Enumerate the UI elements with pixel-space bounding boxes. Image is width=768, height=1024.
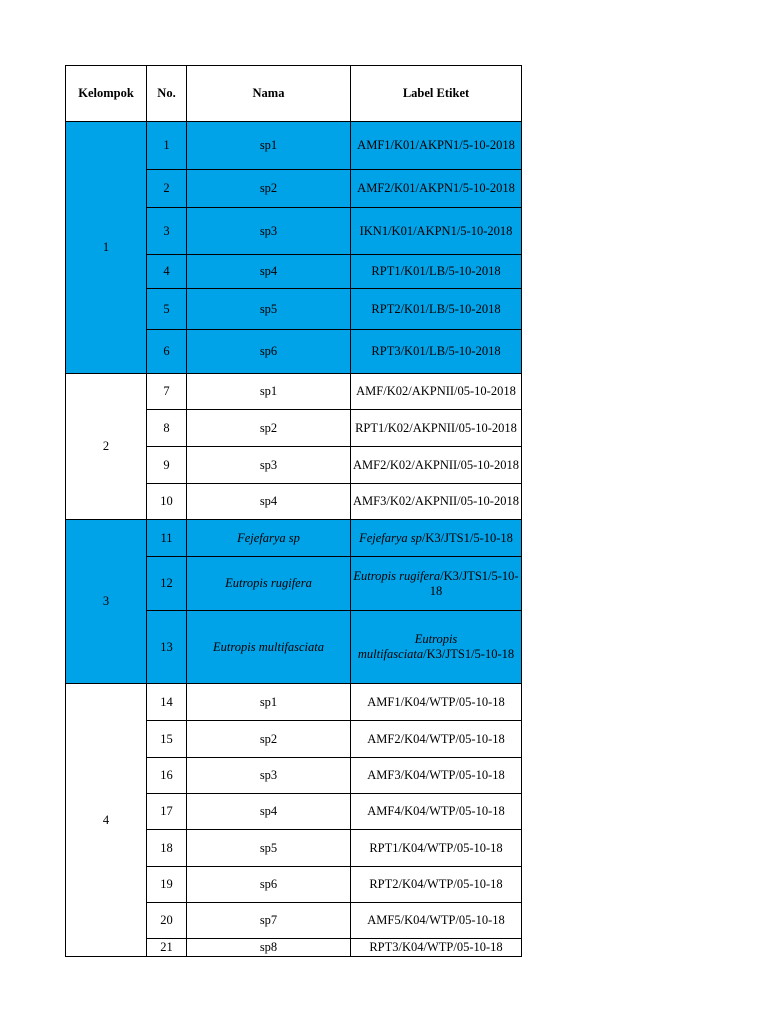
- row-label: AMF3/K04/WTP/05-10-18: [351, 758, 522, 794]
- row-label: [351, 611, 522, 684]
- row-no: 18: [147, 830, 187, 867]
- row-no: 15: [147, 721, 187, 758]
- row-label: RPT2/K01/LB/5-10-2018: [351, 289, 522, 330]
- row-label: RPT1/K04/WTP/05-10-18: [351, 830, 522, 867]
- row-no: 1: [147, 122, 187, 170]
- row-nama: sp1: [187, 374, 351, 410]
- row-no: 9: [147, 447, 187, 484]
- row-no: 16: [147, 758, 187, 794]
- row-no: 14: [147, 684, 187, 721]
- row-label: IKN1/K01/AKPN1/5-10-2018: [351, 208, 522, 255]
- group-cell-2: 2: [66, 374, 147, 520]
- row-nama: Fejefarya sp: [187, 520, 351, 557]
- group-cell-1: 1: [66, 122, 147, 374]
- row-nama: sp2: [187, 721, 351, 758]
- row-nama: sp6: [187, 330, 351, 374]
- row-no: 21: [147, 939, 187, 957]
- row-label: AMF2/K04/WTP/05-10-18: [351, 721, 522, 758]
- row-label: RPT1/K02/AKPNII/05-10-2018: [351, 410, 522, 447]
- row-no: 17: [147, 794, 187, 830]
- header-label-etiket: Label Etiket: [351, 66, 522, 122]
- row-no: 7: [147, 374, 187, 410]
- header-nama: Nama: [187, 66, 351, 122]
- row-no: 12: [147, 557, 187, 611]
- row-no: 8: [147, 410, 187, 447]
- label-rest-part: /K3/JTS1/5-10-18: [429, 568, 519, 598]
- row-label: RPT3/K04/WTP/05-10-18: [351, 939, 522, 957]
- row-no: 13: [147, 611, 187, 684]
- row-nama: sp5: [187, 289, 351, 330]
- label-rest-part: /K3/JTS1/5-10-18: [421, 530, 513, 545]
- row-nama: sp3: [187, 758, 351, 794]
- specimen-table: [65, 65, 522, 957]
- row-label: RPT1/K01/LB/5-10-2018: [351, 255, 522, 289]
- row-no: 3: [147, 208, 187, 255]
- row-label: AMF5/K04/WTP/05-10-18: [351, 903, 522, 939]
- row-no: 2: [147, 170, 187, 208]
- row-nama: sp4: [187, 794, 351, 830]
- row-nama: sp1: [187, 122, 351, 170]
- row-nama: sp2: [187, 410, 351, 447]
- row-no: 11: [147, 520, 187, 557]
- group-cell-3: 3: [66, 520, 147, 684]
- row-nama: Eutropis multifasciata: [187, 611, 351, 684]
- row-label: RPT3/K01/LB/5-10-2018: [351, 330, 522, 374]
- row-nama: sp1: [187, 684, 351, 721]
- row-nama: sp5: [187, 830, 351, 867]
- row-label: AMF1/K04/WTP/05-10-18: [351, 684, 522, 721]
- row-label: AMF2/K02/AKPNII/05-10-2018: [351, 447, 522, 484]
- table-row: [66, 122, 522, 170]
- row-label: RPT2/K04/WTP/05-10-18: [351, 867, 522, 903]
- row-nama: sp8: [187, 939, 351, 957]
- row-label: [351, 520, 522, 557]
- row-label: AMF3/K02/AKPNII/05-10-2018: [351, 484, 522, 520]
- row-no: 19: [147, 867, 187, 903]
- row-no: 10: [147, 484, 187, 520]
- row-nama: sp3: [187, 208, 351, 255]
- label-italic-part: Fejefarya sp: [359, 530, 422, 545]
- row-label: [351, 557, 522, 611]
- row-no: 20: [147, 903, 187, 939]
- group-cell-4: 4: [66, 684, 147, 957]
- row-nama: sp3: [187, 447, 351, 484]
- row-nama: Eutropis rugifera: [187, 557, 351, 611]
- row-label: AMF4/K04/WTP/05-10-18: [351, 794, 522, 830]
- row-no: 5: [147, 289, 187, 330]
- row-nama: sp2: [187, 170, 351, 208]
- row-label: AMF/K02/AKPNII/05-10-2018: [351, 374, 522, 410]
- header-kelompok: Kelompok: [66, 66, 147, 122]
- row-nama: sp4: [187, 255, 351, 289]
- row-no: 4: [147, 255, 187, 289]
- label-italic-part: Eutropis multifasciata: [357, 632, 458, 661]
- table-row: [66, 684, 522, 721]
- row-nama: sp7: [187, 903, 351, 939]
- row-nama: sp6: [187, 867, 351, 903]
- header-row: [66, 66, 522, 122]
- table-row: [66, 374, 522, 410]
- row-label: AMF2/K01/AKPN1/5-10-2018: [351, 170, 522, 208]
- label-italic-part: Eutropis rugifera: [353, 568, 441, 583]
- row-label: AMF1/K01/AKPN1/5-10-2018: [351, 122, 522, 170]
- row-nama: sp4: [187, 484, 351, 520]
- row-no: 6: [147, 330, 187, 374]
- label-rest-part: /K3/JTS1/5-10-18: [423, 647, 515, 661]
- header-no: No.: [147, 66, 187, 122]
- table-row: [66, 520, 522, 557]
